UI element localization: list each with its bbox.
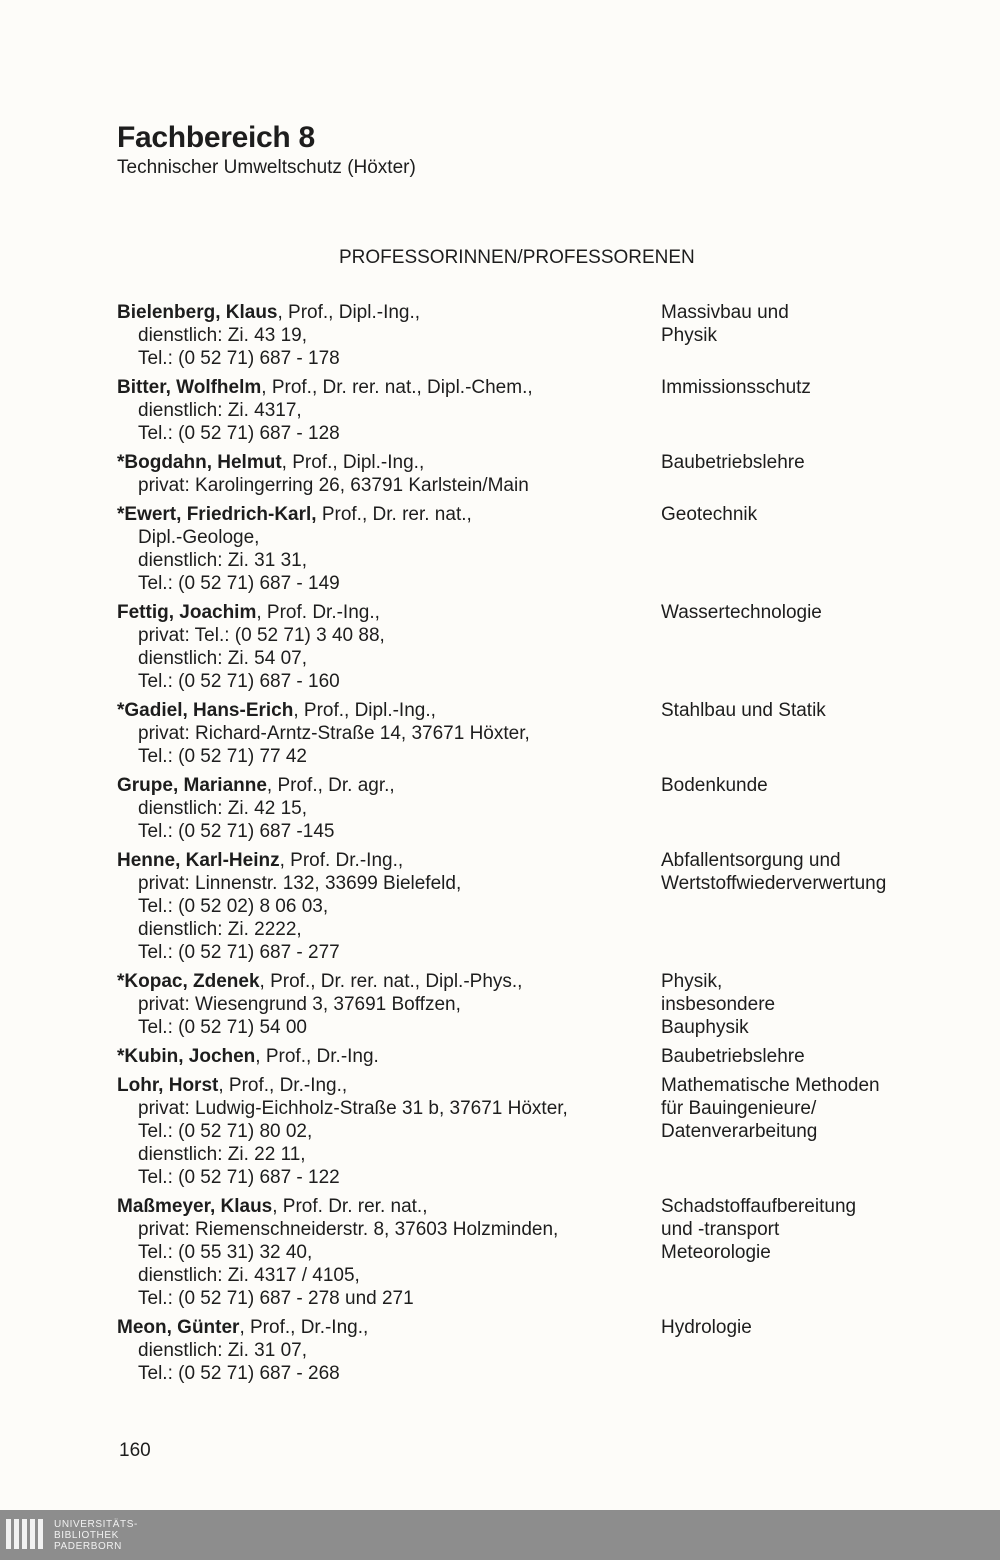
entry-heading (117, 849, 637, 872)
section-heading: PROFESSORINNEN/PROFESSORENEN (339, 247, 695, 268)
person-name: Henne, Karl-Heinz (117, 850, 280, 871)
directory-entry (117, 376, 947, 445)
subject-area-line: Baubetriebslehre (661, 1046, 805, 1067)
subject-area-line: Massivbau und (661, 302, 789, 323)
subject-area (661, 1316, 951, 1339)
contact-detail-line: Tel.: (0 52 71) 54 00 (138, 1017, 307, 1038)
library-footer-bar (0, 1510, 1000, 1560)
contact-detail-line: Tel.: (0 52 71) 687 - 268 (138, 1363, 340, 1384)
person-name: *Bogdahn, Helmut (117, 452, 282, 473)
entry-heading (117, 376, 637, 399)
subject-area-line: und -transport (661, 1219, 780, 1240)
entry-contact-block (117, 970, 637, 1039)
person-name: Fettig, Joachim (117, 602, 257, 623)
directory-entry (117, 1045, 947, 1068)
contact-detail-line: dienstlich: Zi. 31 31, (138, 550, 307, 571)
contact-detail-line: Tel.: (0 52 71) 687 - 122 (138, 1167, 340, 1188)
subject-area (661, 1045, 951, 1068)
person-title: , Prof. Dr.-Ing., (279, 850, 404, 871)
subject-area (661, 301, 951, 347)
subject-area-line: insbesondere (661, 994, 776, 1015)
entry-contact-block (117, 849, 637, 964)
directory-entry (117, 301, 947, 370)
entry-heading (117, 451, 637, 474)
entry-contact-block (117, 774, 637, 843)
entry-contact-block (117, 503, 637, 595)
entry-heading (117, 1195, 637, 1218)
subject-area (661, 699, 951, 722)
entry-contact-block (117, 376, 637, 445)
subject-area-line: Mathematische Methoden (661, 1075, 880, 1096)
library-name-line: BIBLIOTHEK (54, 1529, 119, 1541)
person-title: , Prof., Dr.-Ing., (218, 1075, 348, 1096)
contact-detail-line: dienstlich: Zi. 54 07, (138, 648, 307, 669)
contact-detail-line: Tel.: (0 52 71) 687 - 149 (138, 573, 340, 594)
entry-heading (117, 503, 637, 526)
subject-area-line: Baubetriebslehre (661, 452, 805, 473)
person-title: , Prof. Dr.-Ing., (256, 602, 380, 623)
entry-heading (117, 774, 637, 797)
subject-area-line: Bodenkunde (661, 775, 768, 796)
subject-area-line: Wassertechnologie (661, 602, 822, 623)
contact-detail-line: Dipl.-Geologe, (138, 527, 260, 548)
person-title: , Prof., Dipl.-Ing., (293, 700, 436, 721)
person-title: , Prof., Dr.-Ing., (239, 1317, 369, 1338)
entry-contact-block (117, 699, 637, 768)
entry-contact-block (117, 1045, 637, 1068)
contact-detail-line: Tel.: (0 52 71) 687 - 178 (138, 348, 340, 369)
directory-entry (117, 503, 947, 595)
directory-entry (117, 601, 947, 693)
person-title: , Prof., Dipl.-Ing., (281, 452, 425, 473)
entry-heading (117, 1316, 637, 1339)
subject-area-line: Physik (661, 325, 717, 346)
contact-detail-line: dienstlich: Zi. 4317 / 4105, (138, 1265, 360, 1286)
contact-detail-line: Tel.: (0 52 71) 77 42 (138, 746, 307, 767)
subject-area (661, 1195, 951, 1264)
subject-area-line: Immissionsschutz (661, 377, 811, 398)
entry-heading (117, 1074, 637, 1097)
contact-detail-line: privat: Tel.: (0 52 71) 3 40 88, (138, 625, 385, 646)
subject-area-line: Stahlbau und Statik (661, 700, 826, 721)
library-name (54, 1519, 138, 1552)
directory-entry (117, 699, 947, 768)
subject-area-line: Physik, (661, 971, 723, 992)
entry-contact-block (117, 1195, 637, 1310)
contact-detail-line: privat: Riemenschneiderstr. 8, 37603 Holzminden, (138, 1219, 559, 1240)
person-title: , Prof., Dr. agr., (266, 775, 395, 796)
subject-area-line: Hydrologie (661, 1317, 752, 1338)
subject-area-line: Abfallentsorgung und (661, 850, 841, 871)
subject-area-line: für Bauingenieure/ (661, 1098, 817, 1119)
person-name: *Kubin, Jochen (117, 1046, 256, 1067)
person-name: *Gadiel, Hans-Erich (117, 700, 294, 721)
library-name-line: PADERBORN (54, 1540, 123, 1552)
contact-detail-line: privat: Ludwig-Eichholz-Straße 31 b, 37671 Höxter, (138, 1098, 568, 1119)
person-name: Maßmeyer, Klaus (117, 1196, 273, 1217)
contact-detail-line: Tel.: (0 55 31) 32 40, (138, 1242, 313, 1263)
subject-area (661, 376, 951, 399)
directory-entry (117, 970, 947, 1039)
person-name: Bitter, Wolfhelm (117, 377, 262, 398)
directory-entry (117, 849, 947, 964)
person-name: *Ewert, Friedrich-Karl, (117, 504, 317, 525)
contact-detail-line: privat: Karolingerring 26, 63791 Karlstein/Main (138, 475, 529, 496)
contact-detail-line: Tel.: (0 52 02) 8 06 03, (138, 896, 329, 917)
entry-contact-block (117, 601, 637, 693)
directory-entry (117, 1316, 947, 1385)
subject-area (661, 970, 951, 1039)
directory-entry (117, 1074, 947, 1189)
library-logo-icon (4, 1515, 46, 1555)
subject-area-line: Datenverarbeitung (661, 1121, 818, 1142)
person-name: *Kopac, Zdenek (117, 971, 260, 992)
person-title: , Prof., Dr.-Ing. (255, 1046, 379, 1067)
contact-detail-line: dienstlich: Zi. 2222, (138, 919, 302, 940)
contact-detail-line: Tel.: (0 52 71) 687 - 278 und 271 (138, 1288, 414, 1309)
person-name: Bielenberg, Klaus (117, 302, 278, 323)
contact-detail-line: Tel.: (0 52 71) 687 - 128 (138, 423, 340, 444)
subject-area (661, 503, 951, 526)
person-title: , Prof., Dr. rer. nat., Dipl.-Phys., (259, 971, 523, 992)
entry-heading (117, 970, 637, 993)
entry-contact-block (117, 451, 637, 497)
directory-entry (117, 774, 947, 843)
contact-detail-line: privat: Wiesengrund 3, 37691 Boffzen, (138, 994, 461, 1015)
entry-contact-block (117, 1316, 637, 1385)
subject-area-line: Bauphysik (661, 1017, 749, 1038)
entry-contact-block (117, 1074, 637, 1189)
person-title: , Prof., Dipl.-Ing., (277, 302, 421, 323)
entry-heading (117, 601, 637, 624)
directory-entry (117, 1195, 947, 1310)
subject-area-line: Wertstoffwiederverwertung (661, 873, 887, 894)
contact-detail-line: dienstlich: Zi. 43 19, (138, 325, 307, 346)
contact-detail-line: Tel.: (0 52 71) 687 - 160 (138, 671, 340, 692)
subject-area (661, 774, 951, 797)
entry-contact-block (117, 301, 637, 370)
subject-area-line: Geotechnik (661, 504, 758, 525)
page-title: Fachbereich 8 (117, 121, 315, 154)
contact-detail-line: dienstlich: Zi. 42 15, (138, 798, 307, 819)
subject-area-line: Schadstoffaufbereitung (661, 1196, 857, 1217)
directory-entry (117, 451, 947, 497)
staff-directory-list (117, 301, 947, 1391)
person-name: Meon, Günter (117, 1317, 240, 1338)
contact-detail-line: privat: Linnenstr. 132, 33699 Bielefeld, (138, 873, 462, 894)
contact-detail-line: Tel.: (0 52 71) 687 - 277 (138, 942, 340, 963)
person-name: Lohr, Horst (117, 1075, 219, 1096)
contact-detail-line: dienstlich: Zi. 22 11, (138, 1144, 306, 1165)
subject-area (661, 451, 951, 474)
entry-heading (117, 699, 637, 722)
subject-area (661, 1074, 951, 1143)
subject-area (661, 601, 951, 624)
person-title: Prof., Dr. rer. nat., (316, 504, 472, 525)
entry-heading (117, 301, 637, 324)
page-number: 160 (119, 1440, 151, 1461)
contact-detail-line: dienstlich: Zi. 4317, (138, 400, 302, 421)
contact-detail-line: dienstlich: Zi. 31 07, (138, 1340, 307, 1361)
subject-area-line: Meteorologie (661, 1242, 771, 1263)
person-title: , Prof. Dr. rer. nat., (272, 1196, 428, 1217)
person-name: Grupe, Marianne (117, 775, 267, 796)
page-subtitle: Technischer Umweltschutz (Höxter) (117, 157, 416, 178)
person-title: , Prof., Dr. rer. nat., Dipl.-Chem., (261, 377, 533, 398)
contact-detail-line: Tel.: (0 52 71) 80 02, (138, 1121, 313, 1142)
library-name-line: UNIVERSITÄTS- (54, 1518, 138, 1530)
subject-area (661, 849, 951, 895)
entry-heading (117, 1045, 637, 1068)
contact-detail-line: Tel.: (0 52 71) 687 -145 (138, 821, 335, 842)
contact-detail-line: privat: Richard-Arntz-Straße 14, 37671 Höxter, (138, 723, 530, 744)
